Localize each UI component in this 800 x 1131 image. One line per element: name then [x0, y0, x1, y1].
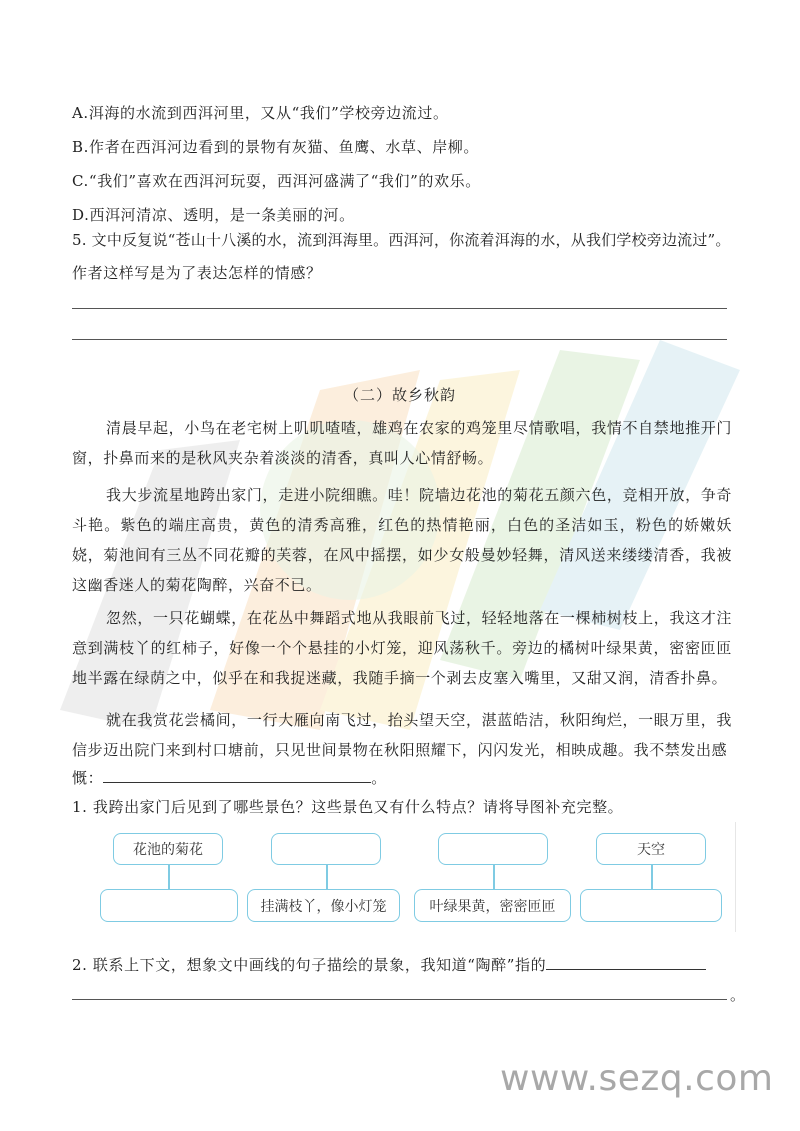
diagram-connector-3: [493, 865, 495, 889]
fill-in-blank[interactable]: [546, 953, 706, 970]
paragraph-3: [72, 603, 732, 693]
site-watermark: www.sezq.com: [500, 1058, 774, 1099]
question-5-line2: 作者这样写是为了表达怎样的情感？: [72, 264, 322, 282]
option-c: [72, 171, 481, 191]
option-text: 西洱河清凉、透明，是一条美丽的河。: [89, 206, 355, 224]
diagram-bottom-box-3: 叶绿果黄，密密匝匝: [414, 889, 571, 922]
paragraph-4: [72, 705, 732, 765]
paragraph-text: 就在我赏花尝橘间，一行大雁向南飞过，抬头望天空，湛蓝皓洁，秋阳绚烂，一眼万里，我信步迈出院门来到村口塘前，只见世间景物在秋阳照耀下，闪闪发光，相映成趣。我不禁发出感: [72, 711, 732, 759]
option-d: [72, 205, 355, 225]
question-1: 1. 我跨出家门后见到了哪些景色？这些景色又有什么特点？请将导图补充完整。: [72, 798, 624, 816]
paragraph-text: 忽然，一只花蝴蝶，在花丛中舞蹈式地从我眼前飞过，轻轻地落在一棵柿树枝上，我这才注意到满枝丫的红柿子，好像一个个悬挂的小灯笼，迎风荡秋千。旁边的橘树叶绿果黄，密密匝匝地半露在绿荫之中，似乎在和我捉迷藏，我随手摘一个剥去皮塞入嘴里，又甜又润，清香扑鼻。: [72, 609, 732, 687]
paragraph-4-blank-line: [72, 766, 387, 788]
question-2: [72, 953, 706, 975]
option-label: D.: [72, 206, 90, 224]
diagram-top-box-1: 花池的菊花: [113, 833, 223, 865]
question-2-text: 2. 联系上下文，想象文中画线的句子描绘的景象，我知道“陶醉”指的: [72, 956, 547, 974]
option-text: “我们”喜欢在西洱河玩耍，西洱河盛满了“我们”的欢乐。: [88, 172, 481, 190]
option-a: [72, 103, 449, 123]
option-label: C.: [72, 172, 89, 190]
paragraph-text: 清晨早起，小鸟在老宅树上叽叽喳喳，雄鸡在农家的鸡笼里尽情歌唱，我情不自禁地推开门窗，扑鼻而来的是秋风夹杂着淡淡的清香，真叫人心情舒畅。: [72, 419, 732, 467]
paragraph-text: 我大步流星地跨出家门，走进小院细瞧。哇！院墙边花池的菊花五颜六色，竞相开放，争奇斗艳。紫色的端庄高贵，黄色的清秀高雅，红色的热情艳丽，白色的圣洁如玉，粉色的娇嫩妖娆，菊池间有三丛不同花瓣的芙蓉，在风中摇摆，如少女般曼妙轻舞，清风送来缕缕清香，我被这幽香迷人的菊花陶醉，兴奋不已。: [72, 486, 732, 594]
blank-suffix: 。: [371, 769, 387, 787]
diagram-connector-1: [168, 865, 170, 889]
diagram-top-box-3[interactable]: [438, 833, 548, 865]
option-label: A.: [72, 104, 89, 122]
paragraph-2: [72, 480, 732, 600]
fill-in-blank[interactable]: [103, 766, 371, 783]
passage-title: （二）故乡秋韵: [343, 386, 456, 404]
diagram-connector-2: [326, 865, 328, 889]
diagram-bottom-box-1[interactable]: [100, 889, 238, 922]
question-2-end: 。: [730, 986, 746, 1004]
diagram-connector-4: [651, 865, 653, 889]
answer-line-2[interactable]: [72, 339, 727, 340]
diagram-bottom-box-4[interactable]: [580, 889, 722, 922]
option-b: [72, 137, 479, 157]
answer-line-3[interactable]: [72, 999, 727, 1000]
option-label: B.: [72, 138, 89, 156]
option-text: 洱海的水流到西洱河里，又从“我们”学校旁边流过。: [88, 104, 449, 122]
diagram-top-box-4: 天空: [596, 833, 706, 865]
answer-line-1[interactable]: [72, 308, 727, 309]
blank-prefix: 慨：: [72, 769, 104, 787]
paragraph-1: [72, 413, 732, 473]
diagram-bottom-box-2: 挂满枝丫，像小灯笼: [247, 889, 400, 922]
option-text: 作者在西洱河边看到的景物有灰猫、鱼鹰、水草、岸柳。: [89, 138, 480, 156]
question-5-line1: 5. 文中反复说“苍山十八溪的水，流到洱海里。西洱河，你流着洱海的水，从我们学校旁边流过”。: [72, 231, 731, 249]
diagram-edge: [735, 822, 736, 932]
diagram-top-box-2[interactable]: [271, 833, 381, 865]
